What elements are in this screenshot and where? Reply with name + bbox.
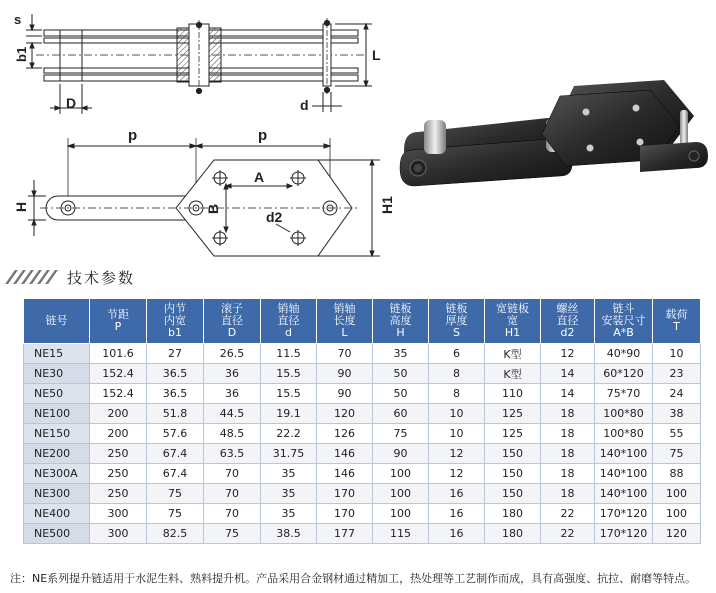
column-header-line: 直径 [221, 314, 243, 327]
table-cell: 120 [653, 524, 701, 544]
table-cell: 150 [485, 484, 541, 504]
table-cell: 70 [317, 344, 373, 364]
table-cell: 12 [429, 464, 485, 484]
table-cell: 82.5 [147, 524, 204, 544]
top-view-drawing [26, 14, 372, 114]
table-cell: 12 [541, 344, 595, 364]
column-header-line: 链板 [445, 302, 468, 315]
table-cell: 170 [317, 504, 373, 524]
table-cell: 90 [373, 444, 429, 464]
table-cell: 100 [653, 504, 701, 524]
table-cell: 10 [653, 344, 701, 364]
table-cell: 18 [541, 424, 595, 444]
table-cell: 90 [317, 364, 373, 384]
table-cell: 75 [204, 524, 261, 544]
table-cell: 11.5 [261, 344, 317, 364]
chain-technical-drawing [0, 0, 716, 262]
table-cell: 18 [541, 444, 595, 464]
column-header-line: 内节 [164, 302, 186, 315]
table-row [24, 344, 701, 364]
column-header-line: 宽 [507, 314, 518, 327]
table-cell: 67.4 [147, 464, 204, 484]
table-row [24, 464, 701, 484]
table-cell: 120 [317, 404, 373, 424]
label-b1: b1 [14, 46, 29, 62]
table-cell: 60*120 [595, 364, 653, 384]
column-header [24, 299, 90, 344]
table-body [24, 344, 701, 544]
table-cell: 36 [204, 384, 261, 404]
table-cell: 70 [204, 504, 261, 524]
table-cell: 125 [485, 404, 541, 424]
table-cell: 75 [653, 444, 701, 464]
column-header-line: b1 [168, 326, 182, 339]
label-d: d [300, 97, 309, 113]
column-header [261, 299, 317, 344]
table-cell: 125 [485, 424, 541, 444]
table-cell: 60 [373, 404, 429, 424]
column-header-line: 宽链板 [496, 302, 529, 315]
table-cell: 14 [541, 384, 595, 404]
table-cell: 67.4 [147, 444, 204, 464]
table-cell: 115 [373, 524, 429, 544]
table-cell: 100 [373, 504, 429, 524]
table-cell: 22.2 [261, 424, 317, 444]
chain-model-cell: NE30 [24, 364, 90, 384]
column-header-line: 节距 [107, 308, 129, 321]
column-header-line: T [673, 320, 680, 333]
table-cell: 35 [261, 484, 317, 504]
table-row [24, 404, 701, 424]
column-header-line: 链斗 [612, 302, 635, 315]
table-cell: 250 [90, 444, 147, 464]
chain-model-cell: NE300 [24, 484, 90, 504]
table-cell: 170 [317, 484, 373, 504]
table-cell: 63.5 [204, 444, 261, 464]
table-cell: 75 [147, 484, 204, 504]
table-cell: 140*100 [595, 444, 653, 464]
label-D: D [66, 95, 77, 111]
table-cell: 55 [653, 424, 701, 444]
table-cell: 88 [653, 464, 701, 484]
column-header [653, 299, 701, 344]
table-row [24, 504, 701, 524]
table-row [24, 524, 701, 544]
label-d2: d2 [266, 209, 283, 225]
table-cell: 70 [204, 464, 261, 484]
table-cell: K型 [485, 344, 541, 364]
table-cell: 70 [204, 484, 261, 504]
column-header-line: 销轴 [333, 302, 356, 315]
table-cell: 150 [485, 444, 541, 464]
chain-model-cell: NE300A [24, 464, 90, 484]
table-cell: 12 [429, 444, 485, 464]
table-cell: 18 [541, 464, 595, 484]
column-header [147, 299, 204, 344]
table-cell: 10 [429, 424, 485, 444]
table-cell: 146 [317, 444, 373, 464]
column-header [429, 299, 485, 344]
table-cell: 180 [485, 524, 541, 544]
column-header [204, 299, 261, 344]
column-header-line: d [285, 326, 292, 339]
label-L: L [372, 47, 381, 63]
table-cell: 36.5 [147, 384, 204, 404]
table-row [24, 364, 701, 384]
table-cell: 180 [485, 504, 541, 524]
label-p-right: p [258, 127, 268, 144]
footnote: 注：NE系列提升链适用于水泥生料、熟料提升机。产品采用合金钢材通过精加工，热处理等工艺制作而成，具有高强度、抗拉、耐磨等特点。 [10, 572, 697, 585]
column-header-line: 长度 [333, 314, 356, 327]
label-H: H [13, 201, 29, 212]
table-cell: 35 [261, 464, 317, 484]
table-cell: 23 [653, 364, 701, 384]
table-cell: 140*100 [595, 464, 653, 484]
chain-model-cell: NE400 [24, 504, 90, 524]
chain-model-cell: NE50 [24, 384, 90, 404]
column-header-line: P [114, 320, 122, 333]
chain-model-cell: NE500 [24, 524, 90, 544]
table-cell: 50 [373, 364, 429, 384]
column-header-line: 链号 [45, 314, 68, 327]
column-header [317, 299, 373, 344]
table-cell: 140*100 [595, 484, 653, 504]
table-cell: 250 [90, 484, 147, 504]
table-cell: 8 [429, 364, 485, 384]
column-header-line: S [453, 326, 460, 339]
column-header [373, 299, 429, 344]
table-cell: 57.6 [147, 424, 204, 444]
table-header-row [24, 299, 701, 344]
column-header-line: 滚子 [221, 302, 243, 315]
table-cell: 10 [429, 404, 485, 424]
table-cell: 75 [373, 424, 429, 444]
table-cell: 146 [317, 464, 373, 484]
table-cell: 177 [317, 524, 373, 544]
column-header-line: 载荷 [665, 308, 688, 321]
table-cell: 100 [373, 464, 429, 484]
table-cell: 16 [429, 524, 485, 544]
table-cell: 152.4 [90, 384, 147, 404]
table-cell: 300 [90, 524, 147, 544]
column-header-line: D [227, 326, 237, 339]
column-header-line: 直径 [277, 314, 300, 327]
table-cell: 6 [429, 344, 485, 364]
table-cell: 50 [373, 384, 429, 404]
table-cell: K型 [485, 364, 541, 384]
table-cell: 75*70 [595, 384, 653, 404]
column-header-line: A*B [613, 326, 634, 339]
table-cell: 36 [204, 364, 261, 384]
label-A: A [254, 169, 265, 185]
table-cell: 19.1 [261, 404, 317, 424]
column-header [541, 299, 595, 344]
table-cell: 38.5 [261, 524, 317, 544]
table-cell: 51.8 [147, 404, 204, 424]
chain-model-cell: NE150 [24, 424, 90, 444]
table-cell: 75 [147, 504, 204, 524]
table-cell: 126 [317, 424, 373, 444]
table-cell: 101.6 [90, 344, 147, 364]
table-cell: 170*120 [595, 524, 653, 544]
table-cell: 90 [317, 384, 373, 404]
table-cell: 100 [653, 484, 701, 504]
column-header-line: H1 [504, 326, 521, 339]
section-title [10, 266, 135, 288]
column-header-line: 内宽 [164, 314, 186, 327]
label-H1: H1 [379, 196, 395, 214]
table-cell: 170*120 [595, 504, 653, 524]
table-cell: 100*80 [595, 424, 653, 444]
table-cell: 14 [541, 364, 595, 384]
column-header-line: 安装尺寸 [601, 314, 646, 327]
table-cell: 31.75 [261, 444, 317, 464]
table-cell: 27 [147, 344, 204, 364]
table-cell: 18 [541, 484, 595, 504]
column-header-line: 销轴 [277, 302, 300, 315]
table-cell: 26.5 [204, 344, 261, 364]
table-cell: 38 [653, 404, 701, 424]
table-cell: 44.5 [204, 404, 261, 424]
table-cell: 48.5 [204, 424, 261, 444]
chain-product-photo [400, 80, 708, 186]
table-cell: 100 [373, 484, 429, 504]
table-cell: 22 [541, 524, 595, 544]
column-header-line: 高度 [389, 314, 412, 327]
table-cell: 200 [90, 424, 147, 444]
table-cell: 100*80 [595, 404, 653, 424]
table-cell: 24 [653, 384, 701, 404]
column-header-line: d2 [560, 326, 575, 339]
table-cell: 16 [429, 484, 485, 504]
column-header-line: H [396, 326, 405, 339]
column-header [485, 299, 541, 344]
column-header-line: 螺丝 [556, 302, 579, 315]
table-cell: 15.5 [261, 364, 317, 384]
column-header [90, 299, 147, 344]
table-cell: 16 [429, 504, 485, 524]
column-header [595, 299, 653, 344]
table-row [24, 384, 701, 404]
column-header-line: L [341, 326, 348, 339]
table-cell: 36.5 [147, 364, 204, 384]
chain-model-cell: NE15 [24, 344, 90, 364]
label-s: s [14, 12, 22, 27]
label-B: B [205, 203, 221, 214]
table-cell: 110 [485, 384, 541, 404]
table-cell: 35 [261, 504, 317, 524]
table-row [24, 424, 701, 444]
chain-model-cell: NE100 [24, 404, 90, 424]
table-cell: 15.5 [261, 384, 317, 404]
table-row [24, 484, 701, 504]
chain-model-cell: NE200 [24, 444, 90, 464]
table-cell: 8 [429, 384, 485, 404]
column-header-line: 直径 [556, 314, 579, 327]
column-header-line: 厚度 [445, 314, 468, 327]
table-cell: 250 [90, 464, 147, 484]
table-cell: 35 [373, 344, 429, 364]
table-cell: 200 [90, 404, 147, 424]
table-cell: 22 [541, 504, 595, 524]
label-p-left: p [128, 127, 138, 144]
table-cell: 150 [485, 464, 541, 484]
table-cell: 152.4 [90, 364, 147, 384]
section-title-text: 技术参数 [67, 268, 136, 287]
table-cell: 18 [541, 404, 595, 424]
column-header-line: 链板 [389, 302, 412, 315]
spec-table [23, 298, 701, 544]
table-row [24, 444, 701, 464]
stripes-decoration [10, 270, 53, 284]
table-cell: 300 [90, 504, 147, 524]
side-view-drawing [28, 138, 380, 256]
table-cell: 40*90 [595, 344, 653, 364]
